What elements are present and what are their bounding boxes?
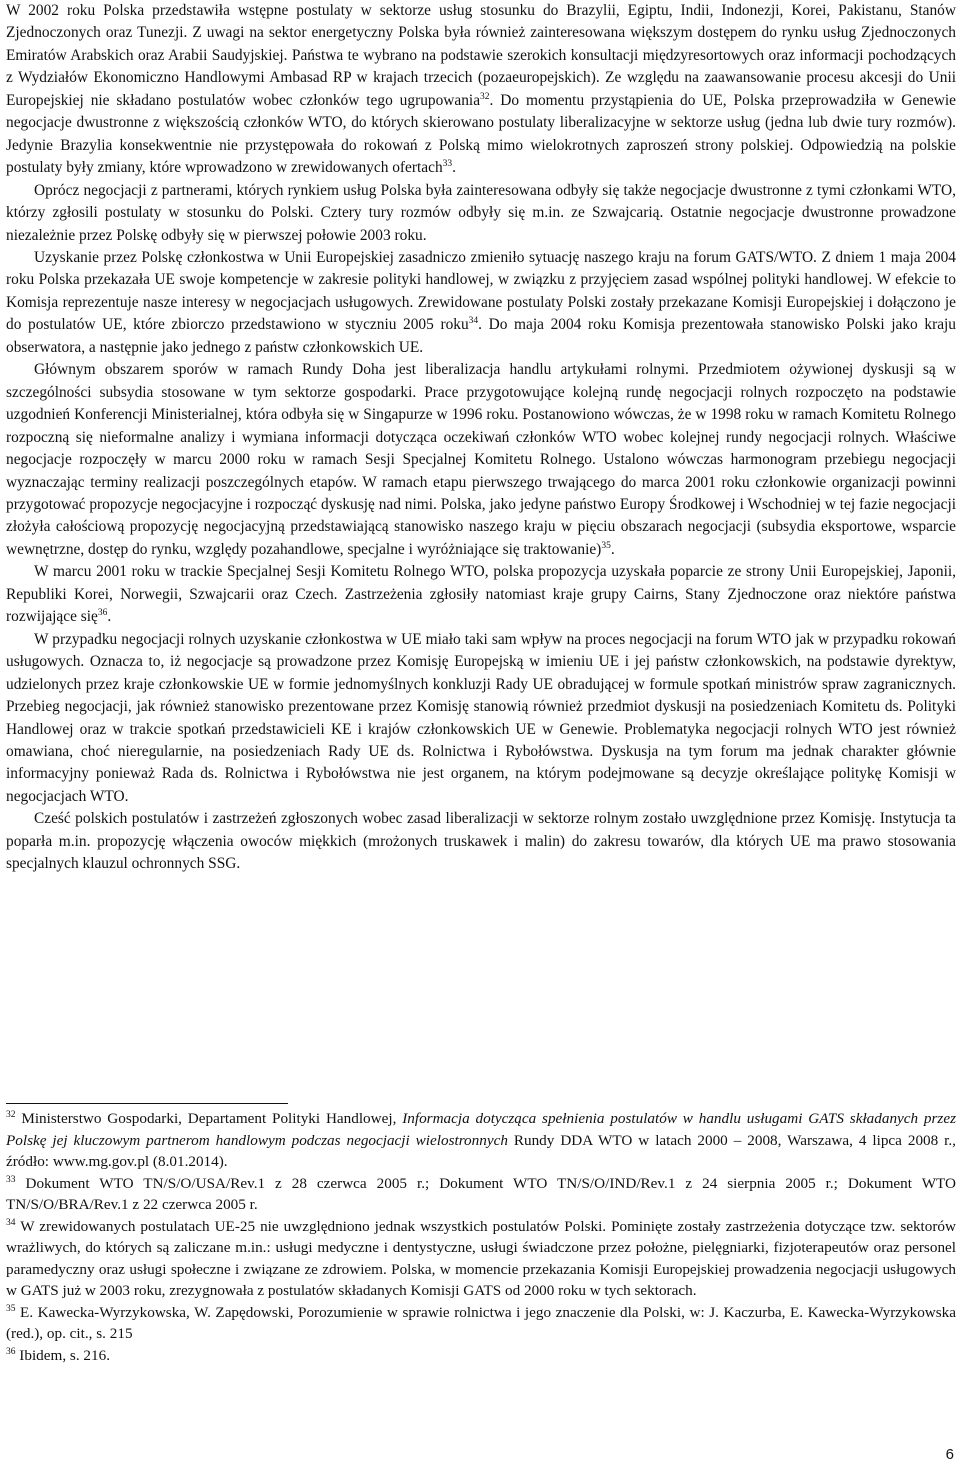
page-number: 6 [945,1446,954,1463]
paragraph-text: Cześć polskich postulatów i zastrzeżeń zgłoszonych wobec zasad liberalizacji w sektorze rolnym zostało uwzględnione przez Komisję. Instytucja ta poparła m.in. propozycję włączenia owoców miękkich (mrożonych truskawek i malin) do zakresu towarów, dla których UE ma prawo stosowania specjalnych klauzul ochronnych SSG. [6,810,956,873]
footnote-text: Ibidem, s. 216. [15,1346,110,1364]
body-paragraph [6,561,956,628]
footnote-text: E. Kawecka-Wyrzykowska, W. Zapędowski, Porozumienie w sprawie rolnictwa i jego znaczenie dla Polski, w: J. Kaczurba, E. Kawecka-Wyrzykowska (red.), op. cit., s. 215 [6,1303,956,1342]
footnote-text: Dokument WTO TN/S/O/USA/Rev.1 z 28 czerwca 2005 r.; Dokument WTO TN/S/O/IND/Rev.1 z 24 sierpnia 2005 r.; Dokument WTO TN/S/O/BRA/Rev.1 z 22 czerwca 2005 r. [6,1174,956,1213]
paragraph-text: Oprócz negocjacji z partnerami, których rynkiem usług Polska była zainteresowana odbyły się także negocjacje dwustronne z tymi członkami WTO, którzy zgłosili postulaty w stosunku do Polski. Cztery tury rozmów odbyły się m.in. ze Szwajcarią. Ostatnie negocjacje dwustronne prowadzone niezależnie przez Polskę odbyły się w pierwszej połowie 2003 roku. [6,181,956,244]
footnotes [6,1108,956,1366]
footnote-number: 35 [6,1303,16,1314]
paragraph-text: Głównym obszarem sporów w ramach Rundy Doha jest liberalizacja handlu artykułami rolnymi. Przedmiotem ożywionej dyskusji są w szczególności subsydia stosowane w tym sektorze gospodarki. Prace przygotowujące kolejną rundę negocjacji rolnych rozpoczęto na podstawie uzgodnień Konferencji Ministerialnej, która odbyła się w Singapurze w 1996 roku. Postanowiono wówczas, że w 1998 roku w ramach Komitetu Rolnego rozpoczną się nieformalne analizy i wymiana informacji dotycząca oczekiwań członków WTO wobec kolejnej rundy negocjacji rolnych. Właściwe negocjacje rozpoczęły w marcu 2000 roku w ramach Sesji Specjalnej Komitetu Rolnego. Ustalono wówczas harmonogram przebiegu negocjacji wyznaczając terminy realizacji poszczególnych etapów. W ramach etapu pierwszego trwającego do marca 2001 roku członkowie organizacji powinni przygotować propozycje negocjacyjne i rozpocząć dyskusję nad nimi. Polska, jako jedyne państwo Europy Środkowej i Wschodniej w tej fazie negocjacji złożyła całościową propozycję negocjacyjną przedstawiającą stanowisko naszego kraju w pięciu obszarach negocjacji (subsydia eksportowe, wsparcie wewnętrzne, dostęp do rynku, względy pozahandlowe, specjalne i wyróżniające się traktowanie) [6,361,956,558]
footnote-text: Ministerstwo Gospodarki, Departament Polityki Handlowej, [15,1110,403,1127]
footnote-number: 32 [6,1110,16,1120]
body-paragraph [6,359,956,561]
body-paragraph [6,180,956,247]
paragraph-text: . [610,540,615,558]
paragraph-text: Uzyskanie przez Polskę członkostwa w Unii Europejskiej zasadniczo zmieniło sytuację naszego kraju na forum GATS/WTO. Z dniem 1 maja 2004 roku Polska przekazała UE swoje kompetencje w zakresie polityki handlowej, w związku z przyjęciem zasad wspólnej polityki handlowej. W efekcie to Komisja reprezentuje nasze interesy w negocjacjach usługowych. Zrewidowane postulaty Polski zostały przekazane Komisji Europejskiej i dołączono je do postulatów UE, które zbiorczo przedstawiono w styczniu 2005 roku [6,248,956,334]
paragraph-text: . [452,159,457,177]
body-paragraph [6,247,956,359]
body-paragraph [6,629,956,809]
footnote [6,1302,956,1345]
footnote-text: Rundy DDA WTO w latach 2000 – 2008, Warszawa, 4 lipca 2008 r., źródło: www.mg.gov.pl (8.01.2014). [6,1131,956,1170]
footnote-number: 33 [6,1174,16,1185]
footnote [6,1108,956,1173]
footnote-separator [6,1103,288,1104]
body-paragraph [6,808,956,875]
paragraph-text: . [107,608,112,626]
footnote [6,1216,956,1302]
footnote-number: 36 [6,1346,16,1357]
paragraph-text: W przypadku negocjacji rolnych uzyskanie członkostwa w UE miało taki sam wpływ na proces negocjacji na forum WTO jak w przypadku rokowań usługowych. Oznacza to, iż negocjacje są prowadzone przez Komisję Europejską w imieniu UE i jej państw członkowskich, na podstawie dyrektyw, udzielonych przez kraje członkowskie UE w formie jednomyślnych konkluzji Rady UE obradującej w formule spotkań ministrów spraw zagranicznych. Przebieg negocjacji, jak również stanowisko prezentowane przez Komisję stanowią również przedmiot dyskusji na posiedzeniach Komitetu ds. Polityki Handlowej oraz w trakcie spotkań przedstawicieli KE i krajów członkowskich UE w Genewie. Problematyka negocjacji rolnych WTO jest również omawiana, choć nieregularnie, na posiedzeniach Rady UE ds. Rolnictwa i Rybołówstwa. Dyskusja na tym forum ma jednak charakter głównie informacyjny ponieważ Rada ds. Rolnictwa i Rybołówstwa nie jest organem, na którym podejmowane są decyzje określające politykę Komisji w negocjacjach WTO. [6,630,956,805]
footnote-text: W zrewidowanych postulatach UE-25 nie uwzględniono jednak wszystkich postulatów Polski. Pominięte zostały zastrzeżenia dotyczące tzw. sektorów wrażliwych, do których są zaliczane m.in.: usługi medyczne i dentystyczne, usługi świadczone przez położne, pielęgniarki, fizjoterapeutów oraz personel paramedyczny oraz usługi społeczne i związane ze zdrowiem. Polska, w momencie przekazania Komisji Europejskiej prowadzenia negocjacji usługowych w GATS już w 2003 roku, zrezygnowała z postulatów składanych Komisji GATS od 2000 roku w tych sektorach. [6,1217,956,1299]
footnote-title: Informacja dotycząca spełnienia postulatów w handlu usługami GATS składanych przez Polskę jej kluczowym partnerom handlowym podczas negocjacji wielostronnych [6,1110,956,1149]
footnote-reference: 35 [601,540,611,551]
footnote [6,1345,956,1367]
paragraph-text: W 2002 roku Polska przedstawiła wstępne postulaty w sektorze usług stosunku do Brazylii, Egiptu, Indii, Indonezji, Korei, Pakistanu, Stanów Zjednoczonych oraz Tunezji. Z uwagi na sektor energetyczny Polska była również zainteresowana większym dostępem do rynku usług Zjednoczonych Emiratów Arabskich oraz Arabii Saudyjskiej. Państwa te wybrano na podstawie szerokich konsultacji międzyresortowych oraz informacji pochodzących z Wydziałów Ekonomiczno Handlowymi Ambasad RP w krajach trzecich (pozaeuropejskich). Ze względu na zaawansowanie procesu akcesji do Unii Europejskiej nie składano postulatów wobec członków tego ugrupowania [6,2,956,109]
footnote-reference: 33 [442,159,453,170]
footnote [6,1173,956,1216]
footnote-reference: 34 [468,316,479,327]
body-text [6,0,956,876]
paragraph-text: . Do momentu przystąpienia do UE, Polska przeprowadziła w Genewie negocjacje dwustronne z większością członków WTO, do których skierowano postulaty liberalizacyjne w sektorze usług (jedna lub dwie tury rozmów). Jedynie Brazylia konsekwentnie nie przystępowała do rokowań z Polską mimo wielokrotnych zaproszeń strony polskiej. Odpowiedzią na polskie postulaty były zmiany, które wprowadzono w zrewidowanych ofertach [6,91,956,177]
footnote-reference: 36 [97,608,108,619]
footnote-reference: 32 [480,91,490,102]
footnote-number: 34 [6,1217,16,1228]
paragraph-text: . Do maja 2004 roku Komisja prezentowała stanowisko Polski jako kraju obserwatora, a następnie jako jednego z państw członkowskich UE. [6,316,956,356]
paragraph-text: W marcu 2001 roku w trackie Specjalnej Sesji Komitetu Rolnego WTO, polska propozycja uzyskała poparcie ze strony Unii Europejskiej, Japonii, Republiki Korei, Norwegii, Szwajcarii oraz Czech. Zastrzeżenia zgłosiły natomiast kraje grupy Cairns, Stany Zjednoczone oraz niektóre państwa rozwijające się [6,563,956,626]
body-paragraph [6,0,956,180]
